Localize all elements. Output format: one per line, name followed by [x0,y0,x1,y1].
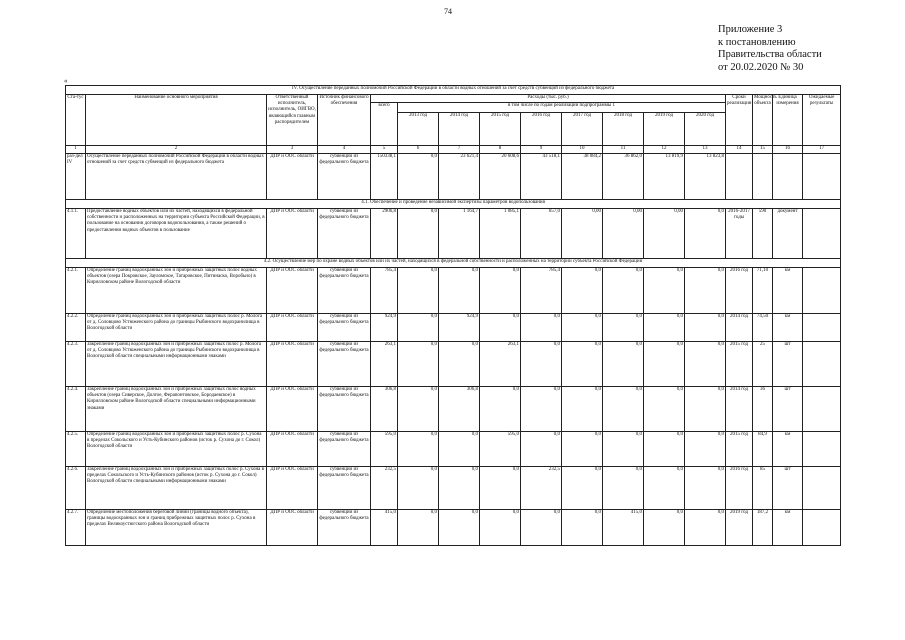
row-id: 4.2.6. [66,467,86,510]
row-value: 0,0 [480,510,521,546]
row-id: 4.2.7. [66,510,86,546]
row-value: 0,0 [685,467,726,510]
row-value: 43 518,1 [521,154,562,200]
row-value: 13 823,8 [685,154,726,200]
header-year: 2020 год [685,113,726,146]
row-result [803,209,841,259]
row-responsible: ДПР и ООС области [267,432,318,467]
row-value: 0,0 [398,209,439,259]
row-value: 0,0 [644,432,685,467]
row-value: 0,0 [480,387,521,432]
subsection-title: 4.2. Осуществление мер по охране водных объектов или их частей, находящихся в федеральной собственности и расположенных на территории субъекта Российской Федерации [66,259,841,268]
row-unit: документ [773,209,803,259]
column-number: 17 [803,146,841,154]
row-name: Определение границ водоохранных зон и прибрежных защитных полос водных объектов (озера Покровское, Зауломское, Татаровское, Питинаско, Воробьно) в Кирилловском районе Вологодской области [86,268,267,314]
appendix-line: от 20.02.2020 № 30 [718,61,804,73]
row-value: 0,0 [685,342,726,387]
header-name: Наименование основного мероприятия [86,95,267,146]
row-value: 0,0 [603,432,644,467]
row-value: 0,0 [521,342,562,387]
row-term: 2014 год [726,387,753,432]
row-power: 85 [753,467,773,510]
row-value: 924,9 [371,314,398,342]
row-result [803,510,841,546]
row-name: Определение границ водоохранных зон и прибрежных защитных полос р. Молога от д. Соловцово Устюженского района до границы Рыбинского водохранилища в Вологодской области [86,314,267,342]
row-value: 595,0 [371,432,398,467]
appendix-line: к постановлению [718,36,796,48]
row-id: 4.2.2. [66,314,86,342]
table-row [66,510,841,546]
header-year: 2015 год [480,113,521,146]
row-id: 4.1.1. [66,209,86,259]
row-source: субвенции из федерального бюджета [318,154,371,200]
row-value: 0,0 [644,467,685,510]
row-source: субвенции из федерального бюджета [318,432,371,467]
row-responsible: ДПР и ООС области [267,387,318,432]
row-value: 0,0 [480,268,521,314]
program-table [65,85,841,546]
row-unit: км [773,268,803,314]
header-year: 2013 год [398,113,439,146]
row-unit: шт [773,387,803,432]
row-value: 0,0 [603,467,644,510]
row-unit: шт [773,342,803,387]
header-year: 2019 год [644,113,685,146]
row-source: субвенции из федерального бюджета [318,510,371,546]
row-term: 2016 год [726,467,753,510]
header-year: 2016 год [521,113,562,146]
header-source: Источник финансового обеспечения [318,95,371,146]
header-terms: Сроки реализации [726,95,753,146]
column-number: 6 [398,146,439,154]
row-power: 590 [753,209,773,259]
column-number: 14 [726,146,753,154]
row-responsible: ДПР и ООС области [267,209,318,259]
row-source: субвенции из федерального бюджета [318,342,371,387]
subsection-title: 4.1. Обеспечение и проведение независимой экспертизы параметров водопользования [66,200,841,209]
header-status: Ста-тус [66,95,86,146]
row-value: 0,0 [685,314,726,342]
table-row [66,209,841,259]
row-term: 2015 год [726,432,753,467]
row-value: 232,5 [521,467,562,510]
row-value: 0,0 [685,510,726,546]
header-year: 2017 год [562,113,603,146]
row-responsible: ДПР и ООС области [267,467,318,510]
row-value: 0,00 [562,209,603,259]
row-responsible: ДПР и ООС области [267,342,318,387]
appendix-block [718,24,822,74]
row-value: 0,0 [644,387,685,432]
row-value: 23 621,4 [439,154,480,200]
row-value: 0,0 [562,467,603,510]
column-number: 16 [773,146,803,154]
table-row [66,314,841,342]
row-value: 0,0 [398,467,439,510]
row-responsible: ДПР и ООС области [267,510,318,546]
row-value: 1 164,7 [439,209,480,259]
row-value: 785,4 [371,268,398,314]
row-value: 36 862,0 [603,154,644,200]
row-value: 415,0 [603,510,644,546]
row-source: субвенции из федерального бюджета [318,209,371,259]
row-value: 0,0 [398,268,439,314]
row-value: 785,4 [521,268,562,314]
table-row [66,268,841,314]
header-results: Ожидаемые результаты [803,95,841,146]
row-value: 0,0 [644,510,685,546]
row-value: 0,0 [398,510,439,546]
row-source: субвенции из федерального бюджета [318,467,371,510]
row-value: 0,0 [480,314,521,342]
row-power: 84,9 [753,432,773,467]
row-unit: шт [773,467,803,510]
row-responsible: ДПР и ООС области [267,154,318,200]
column-number: 15 [753,146,773,154]
row-value: 0,0 [685,387,726,432]
row-value: 0,0 [480,467,521,510]
row-value: 0,0 [521,432,562,467]
row-value: 38 084,2 [562,154,603,200]
row-value: 0,0 [685,209,726,259]
row-result [803,432,841,467]
row-value: 150338,1 [371,154,398,200]
row-status: раз-дел IV [66,154,86,200]
row-term: 2016-2017 годы [726,209,753,259]
row-value: 0,0 [562,432,603,467]
row-value: 0,0 [439,510,480,546]
header-by-year: в том числе по годам реализации подпрограммы 1 [398,103,726,113]
row-value: 0,0 [603,268,644,314]
row-unit: км [773,314,803,342]
row-result [803,268,841,314]
row-value: 0,0 [644,314,685,342]
column-number: 5 [371,146,398,154]
row-value: 924,9 [439,314,480,342]
row-value: 0,0 [603,342,644,387]
column-number: 8 [480,146,521,154]
row-id: 4.2.4. [66,387,86,432]
row-value: 0,0 [685,268,726,314]
row-value: 20 608,6 [480,154,521,200]
row-value: 1 085,1 [480,209,521,259]
row-power: 74,50 [753,314,773,342]
row-value: 0,0 [562,268,603,314]
row-value: 306,8 [439,387,480,432]
appendix-line: Правительства области [718,49,822,60]
row-value: 0,0 [398,342,439,387]
row-name: Предоставление водных объектов или их частей, находящихся в федеральной собственности и расположенных на территории субъекта Российской Федерации, в пользование на основании договоров водопользования, а также решений о предоставлении водных объектов в пользование [86,209,267,259]
row-value: 0,0 [521,510,562,546]
row-value: 0,0 [439,467,480,510]
row-value: 0,0 [644,342,685,387]
row-value: 0,0 [398,314,439,342]
header-expenses: Расходы (тыс. руб.) [371,95,726,103]
row-value: 13 819,9 [644,154,685,200]
empty-cell [726,154,753,200]
row-responsible: ДПР и ООС области [267,314,318,342]
row-name: Определение местоположения береговой линии (границы водного объекта), границы водоохранных зон и границ прибрежных защитных полос р. Сухона в пределах Великоустюгского района Вологодской области [86,510,267,546]
row-term: 2015 год [726,342,753,387]
row-value: 0,0 [685,432,726,467]
row-value: 263,1 [480,342,521,387]
row-name: Закрепление границ водоохранных зон и прибрежных защитных полос р. Молога от д. Соловцово Устюженского района до границы Рыбинского водохранилища в Вологодской области специальными информационными знаками [86,342,267,387]
row-responsible: ДПР и ООС области [267,268,318,314]
corner-mark: « [64,77,68,85]
header-responsible: Ответственный исполнитель, исполнитель, ОИГВО, являющийся главным распорядителем [267,95,318,146]
section-title: IV. Осуществление переданных полномочий Российской Федерации в области водных отношений за счет средств субвенций из федерального бюджета [66,86,841,95]
row-power: 25 [753,342,773,387]
row-name: Закрепление границ водоохранных зон и прибрежных защитных полос р. Сухона в пределах Сокольского и Усть-Кубинского районов (исток р. Сухона до г. Сокол) Вологодской области специальными информационными знаками [86,467,267,510]
row-value: 0,0 [603,387,644,432]
column-number: 7 [439,146,480,154]
row-term: 2014 год [726,314,753,342]
row-value: 2906,8 [371,209,398,259]
table-row [66,432,841,467]
empty-cell [773,154,803,200]
row-result [803,314,841,342]
row-value: 0,00 [644,209,685,259]
column-number: 2 [86,146,267,154]
row-name: Закрепление границ водоохранных зон и прибрежных защитных полос водных объектов (озера Сиверское, Долгое, Ферапонтовское, Бородаевское) в Кирилловском районе Вологодской области специальными информационными знаками [86,387,267,432]
header-year: 2014 год [439,113,480,146]
row-id: 4.2.5. [66,432,86,467]
row-result [803,467,841,510]
row-id: 4.2.3. [66,342,86,387]
header-power: Мощность объекта [753,95,773,146]
table-row [66,387,841,432]
row-value: 0,0 [439,268,480,314]
row-value: 232,5 [371,467,398,510]
row-unit: км [773,432,803,467]
column-number: 11 [603,146,644,154]
row-value: 0,0 [562,314,603,342]
row-source: субвенции из федерального бюджета [318,314,371,342]
empty-cell [753,154,773,200]
row-source: субвенции из федерального бюджета [318,268,371,314]
column-numbers-row [66,146,841,154]
row-value: 0,0 [439,432,480,467]
row-unit: км [773,510,803,546]
column-number: 4 [318,146,371,154]
row-value: 657,0 [521,209,562,259]
row-value: 263,1 [371,342,398,387]
row-value: 0,0 [398,432,439,467]
row-name: Определение границ водоохранных зон и прибрежных защитных полос р. Сухона в пределах Сокольского и Усть-Кубинского районов (исток р. Сухона до г. Сокол) Вологодской области [86,432,267,467]
column-number: 10 [562,146,603,154]
row-power: 71,10 [753,268,773,314]
row-term: 2019 год [726,510,753,546]
row-value: 0,0 [521,314,562,342]
appendix-line: Приложение 3 [718,24,783,35]
row-value: 0,0 [562,510,603,546]
row-value: 415,0 [371,510,398,546]
row-value: 0,0 [398,387,439,432]
row-value: 595,0 [480,432,521,467]
header-year: 2018 год [603,113,644,146]
row-value: 0,0 [439,342,480,387]
header-total: всего [371,103,398,146]
table-row [66,342,841,387]
row-name: Осуществление переданных полномочий Российской Федерации в области водных отношений за счет средств субвенций из федерального бюджета [86,154,267,200]
row-value: 0,00 [603,209,644,259]
row-value: 0,0 [562,342,603,387]
page-number: 74 [444,7,452,16]
row-result [803,387,841,432]
row-term: 2016 год [726,268,753,314]
row-value: 0,0 [562,387,603,432]
header-unit: Единица измерения [773,95,803,146]
column-number: 9 [521,146,562,154]
row-source: субвенции из федерального бюджета [318,387,371,432]
row-value: 0,0 [644,268,685,314]
table-row [66,467,841,510]
section-total-row [66,154,841,200]
column-number: 1 [66,146,86,154]
row-value: 0,0 [398,154,439,200]
empty-cell [803,154,841,200]
row-power: 187,2 [753,510,773,546]
row-id: 4.2.1. [66,268,86,314]
row-value: 0,0 [521,387,562,432]
column-number: 3 [267,146,318,154]
row-value: 306,8 [371,387,398,432]
row-result [803,342,841,387]
row-value: 0,0 [603,314,644,342]
column-number: 12 [644,146,685,154]
column-number: 13 [685,146,726,154]
row-power: 36 [753,387,773,432]
